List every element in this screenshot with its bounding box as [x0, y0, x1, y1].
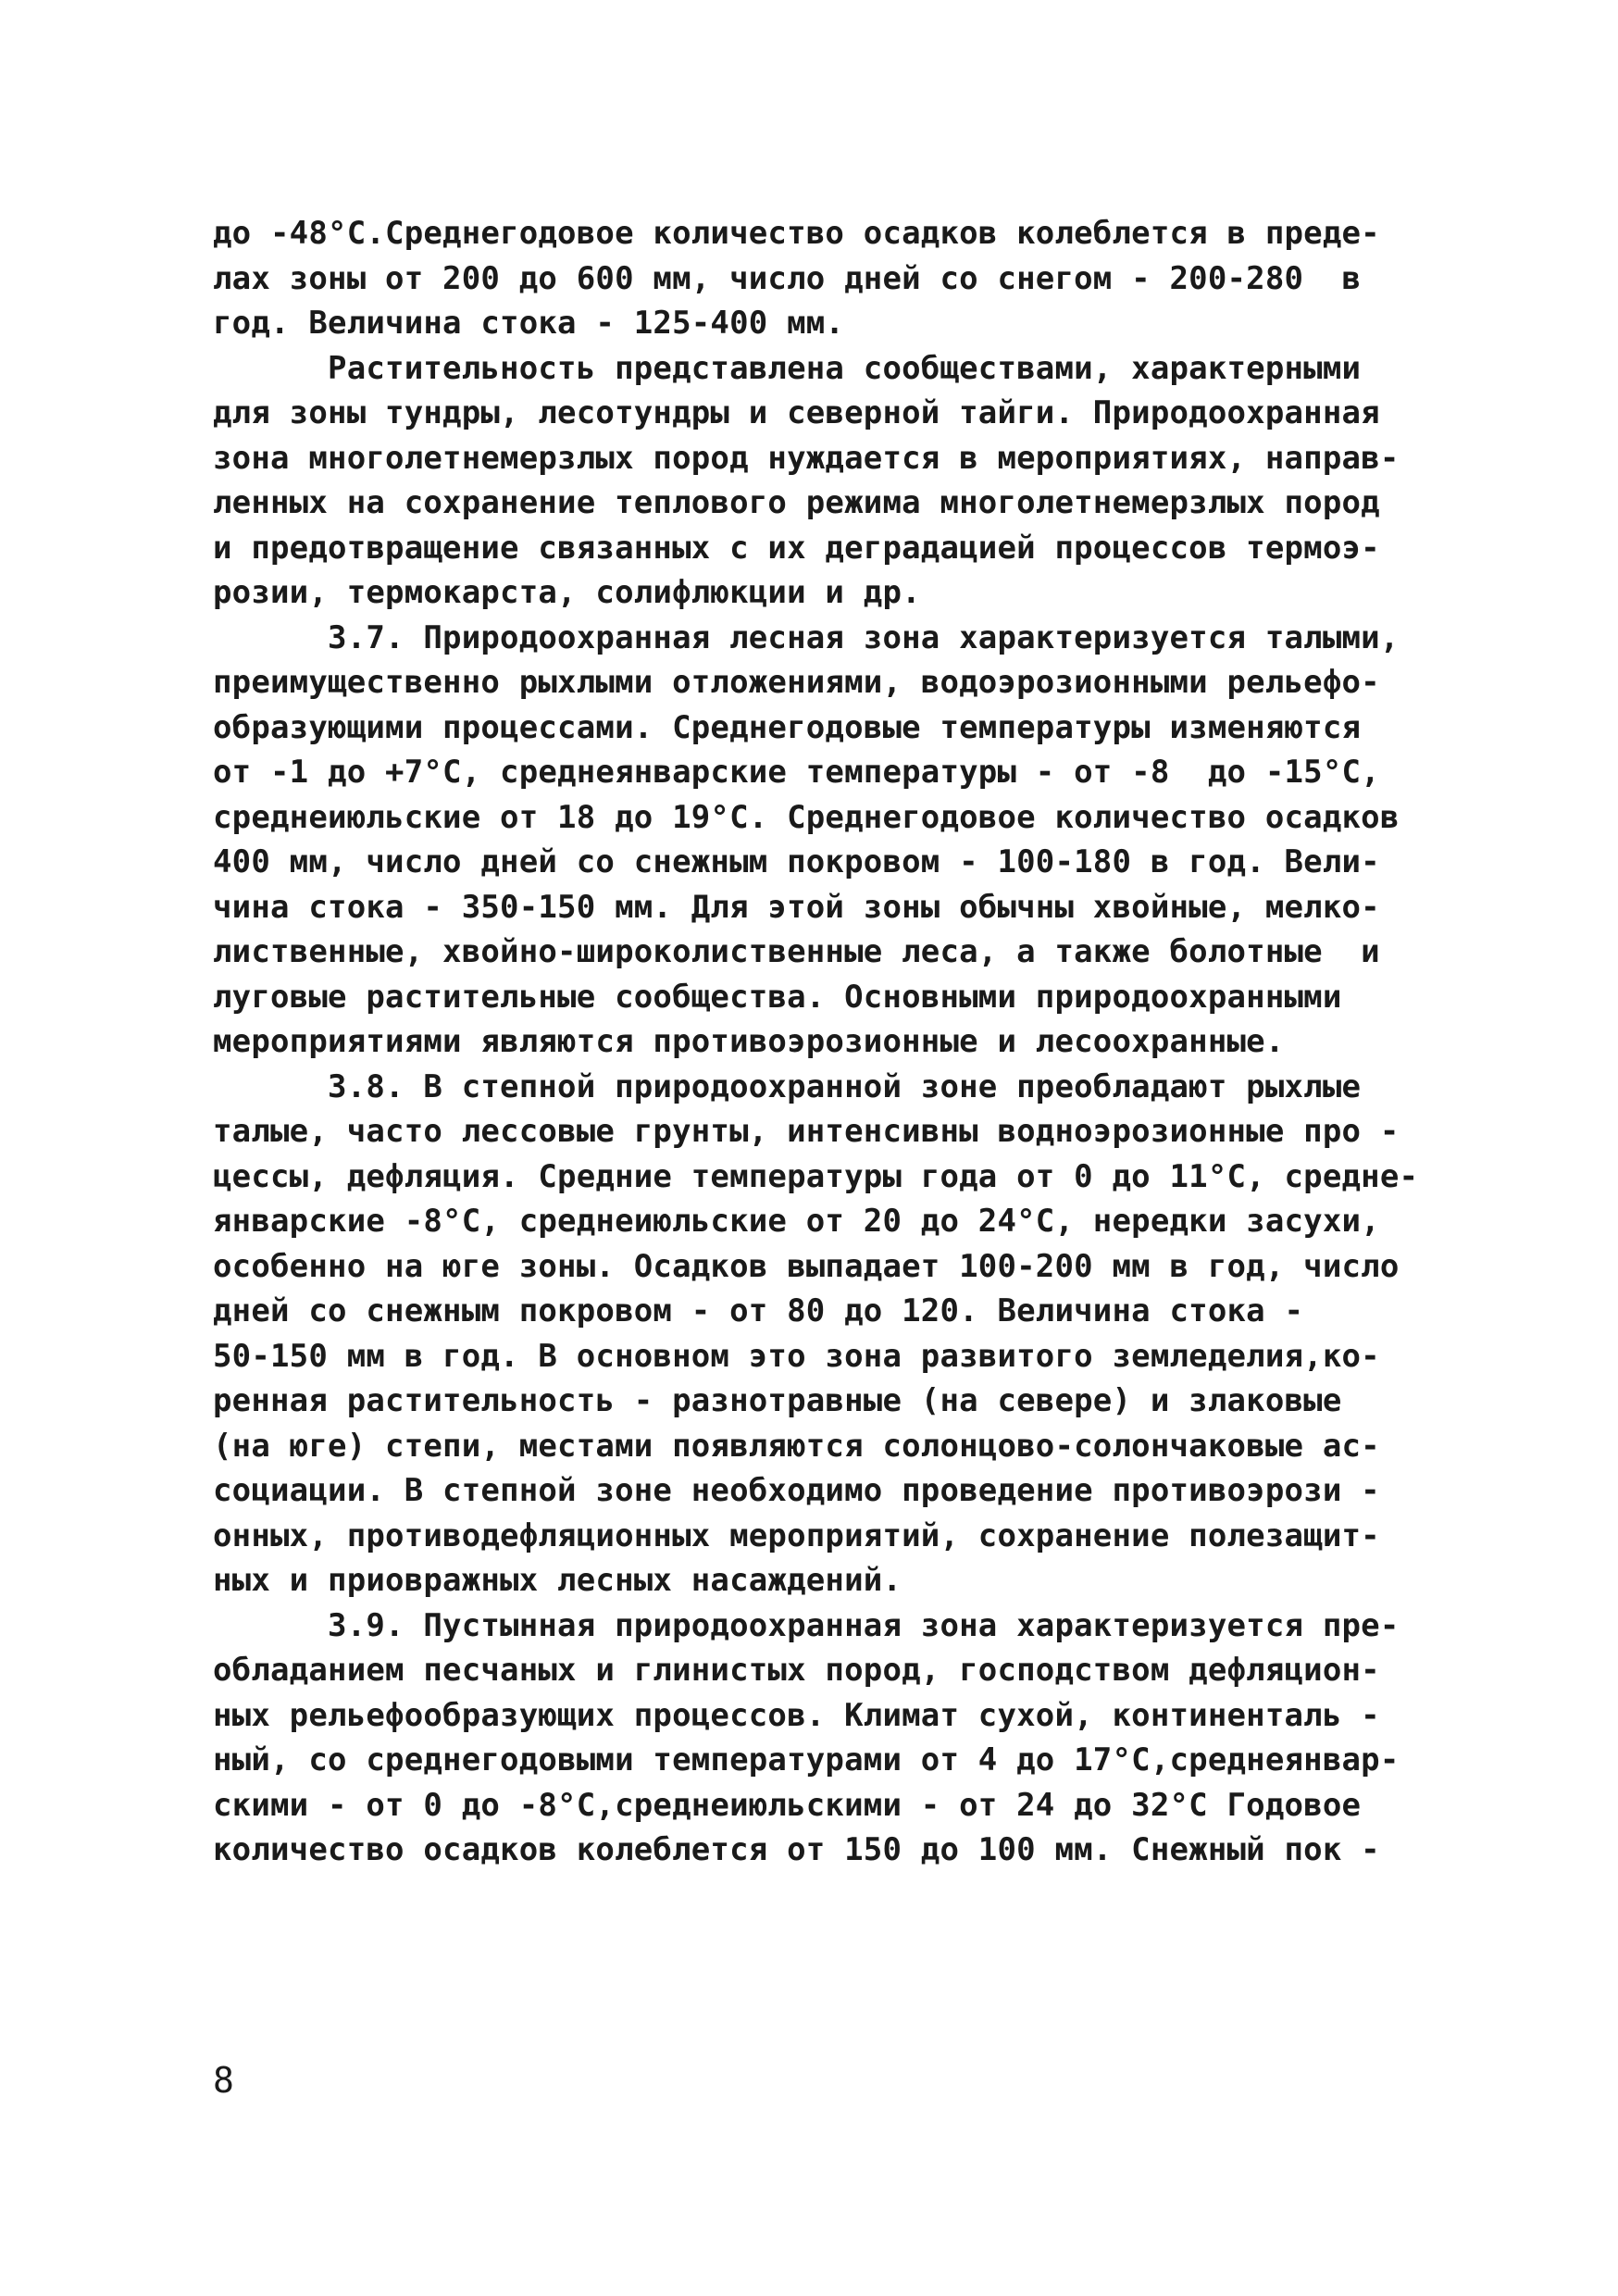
page-number: 8: [213, 2060, 234, 2101]
text-line: луговые растительные сообщества. Основными природоохранными: [213, 978, 1342, 1016]
text-line: социации. В степной зоне необходимо проведение противоэрози -: [213, 1472, 1380, 1509]
text-line: лах зоны от 200 до 600 мм, число дней со снегом - 200-280 в: [213, 259, 1362, 297]
text-line: (на юге) степи, местами появляются солонцово-солончаковые ас-: [213, 1427, 1380, 1465]
text-line: для зоны тундры, лесотундры и северной тайги. Природоохранная: [213, 394, 1380, 431]
text-line: особенно на юге зоны. Осадков выпадает 100-200 мм в год, число: [213, 1247, 1400, 1285]
text-line: 3.7. Природоохранная лесная зона характеризуется талыми,: [213, 618, 1400, 656]
text-line: 50-150 мм в год. В основном это зона развитого земледелия,ко-: [213, 1337, 1380, 1375]
text-line: талые, часто лессовые грунты, интенсивны водноэрозионные про -: [213, 1113, 1400, 1150]
text-line: ных рельефообразующих процессов. Климат сухой, континенталь -: [213, 1696, 1380, 1734]
text-line: ных и приовражных лесных насаждений.: [213, 1562, 902, 1599]
text-line: количество осадков колеблется от 150 до 100 мм. Снежный пок -: [213, 1831, 1380, 1868]
text-line: до -48°С.Среднегодовое количество осадков колеблется в преде-: [213, 215, 1380, 252]
text-line: среднеиюльские от 18 до 19°С. Среднегодовое количество осадков: [213, 798, 1400, 836]
text-line: Растительность представлена сообществами, характерными: [213, 349, 1362, 387]
text-line: преимущественно рыхлыми отложениями, водоэрозионными рельефо-: [213, 664, 1380, 701]
text-line: цессы, дефляция. Средние температуры года от 0 до 11°С, средне-: [213, 1157, 1419, 1195]
text-line: 3.8. В степной природоохранной зоне преобладают рыхлые: [213, 1067, 1362, 1105]
text-line: чина стока - 350-150 мм. Для этой зоны обычны хвойные, мелко-: [213, 888, 1380, 926]
text-line: лиственные, хвойно-широколиственные леса, а также болотные и: [213, 933, 1380, 970]
text-line: образующими процессами. Среднегодовые температуры изменяются: [213, 708, 1362, 746]
text-line: и предотвращение связанных с их деградацией процессов термоэ-: [213, 529, 1380, 567]
text-line: год. Величина стока - 125-400 мм.: [213, 305, 845, 342]
text-line: ренная растительность - разнотравные (на севере) и злаковые: [213, 1382, 1342, 1419]
text-line: от -1 до +7°С, среднеянварские температуры - от -8 до -15°С,: [213, 754, 1380, 791]
body-text: [213, 211, 1419, 1873]
text-line: ный, со среднегодовыми температурами от 4 до 17°С,среднеянвар-: [213, 1741, 1400, 1778]
text-line: обладанием песчаных и глинистых пород, господством дефляцион-: [213, 1652, 1380, 1689]
text-line: зона многолетнемерзлых пород нуждается в мероприятиях, направ-: [213, 439, 1400, 477]
text-line: мероприятиями являются противоэрозионные и лесоохранные.: [213, 1023, 1285, 1060]
text-line: онных, противодефляционных мероприятий, сохранение полезащит-: [213, 1516, 1380, 1554]
text-line: 400 мм, число дней со снежным покровом - 100-180 в год. Вели-: [213, 843, 1380, 880]
text-line: 3.9. Пустынная природоохранная зона характеризуется пре-: [213, 1606, 1400, 1644]
text-line: дней со снежным покровом - от 80 до 120. Величина стока -: [213, 1292, 1304, 1329]
text-line: январские -8°С, среднеиюльские от 20 до 24°С, нередки засухи,: [213, 1203, 1380, 1240]
text-line: ленных на сохранение теплового режима многолетнемерзлых пород: [213, 484, 1380, 521]
text-line: розии, термокарста, солифлюкции и др.: [213, 574, 921, 611]
text-line: скими - от 0 до -8°С,среднеиюльскими - от 24 до 32°С Годовое: [213, 1786, 1362, 1824]
